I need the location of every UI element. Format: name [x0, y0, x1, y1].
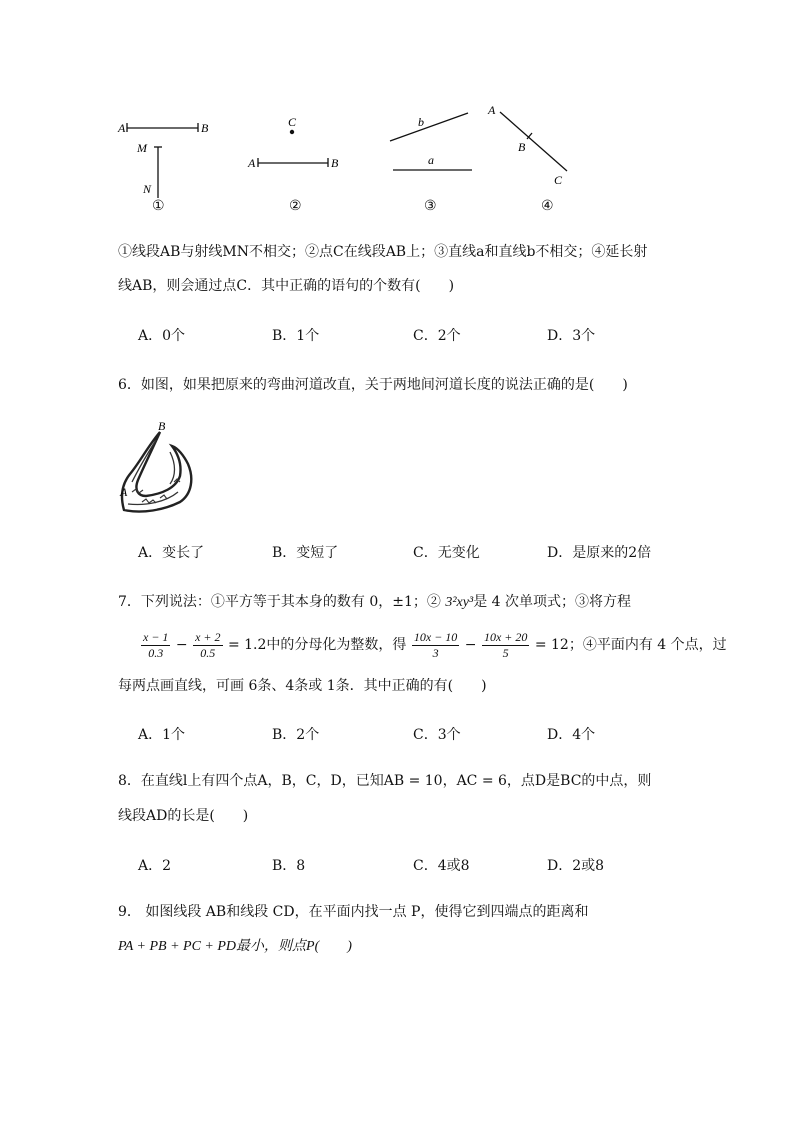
q7-line-3: 每两点画直线，可画 6条、4条或 1条．其中正确的有( )	[118, 678, 487, 694]
q7-fraction-3: $\frac{10x - 10}{3}$	[413, 629, 458, 660]
fig3-caption: ③	[424, 198, 437, 214]
q6-stem: 6．如图，如果把原来的弯曲河道改直，关于两地间河道长度的说法正确的是( )	[118, 377, 628, 393]
q7-tail-text: ；④平面内有 4 个点，过	[568, 637, 727, 653]
fig1-label-n: N	[143, 182, 152, 196]
q8-option-d[interactable]: D．2或8	[547, 858, 605, 874]
figure-1	[110, 110, 220, 200]
q5-line-2: 线AB，则会通过点C．其中正确的语句的个数有( )	[118, 278, 455, 294]
q8-line-2: 线段AD的长是( )	[118, 808, 249, 824]
q7-fraction-4: $\frac{10x + 20}{5}$	[483, 629, 528, 660]
fig4-label-c: C	[554, 173, 563, 187]
figure-4	[480, 96, 580, 191]
q7-line-1	[118, 592, 631, 613]
river-label-a: A	[120, 485, 128, 499]
q9-line-2: PA + PB + PC + PD最小，则点P( )	[118, 939, 352, 954]
fig1-caption: ①	[152, 198, 165, 214]
q7-fraction-1: $\frac{x - 1}{0.3}$	[143, 629, 169, 660]
q7-line-1-c: 是 4 次单项式；③将方程	[473, 594, 631, 610]
q7-line-1-b: ；②	[412, 594, 446, 610]
q7-plus-minus-one: ±1	[392, 594, 413, 610]
q6-option-c[interactable]: C．无变化	[413, 545, 480, 561]
q9-line-1: 9． 如图线段 AB和线段 CD，在平面内找一点 P，使得它到四端点的距离和	[118, 904, 589, 920]
q5-option-d[interactable]: D．3个	[547, 328, 596, 344]
q7-option-c[interactable]: C．3个	[413, 727, 461, 743]
figure-3	[380, 100, 480, 180]
q7-option-d[interactable]: D．4个	[547, 727, 596, 743]
q6-option-d[interactable]: D．是原来的2倍	[547, 545, 652, 561]
fig4-label-b: B	[518, 140, 526, 154]
q7-line-1-a: 7．下列说法：①平方等于其本身的数有 0，	[118, 594, 393, 610]
fig4-label-a: A	[488, 103, 496, 117]
q6-option-a[interactable]: A．变长了	[138, 545, 205, 561]
q7-equals-1: = 1.2	[227, 637, 267, 653]
q7-equals-2: = 12	[534, 637, 569, 653]
q6-option-b[interactable]: B．变短了	[272, 545, 339, 561]
fig3-label-b: b	[418, 115, 424, 129]
q5-option-c[interactable]: C．2个	[413, 328, 461, 344]
q8-option-c[interactable]: C．4或8	[413, 858, 470, 874]
q7-monomial: 3²xy³	[445, 595, 474, 610]
q7-line-2	[140, 626, 727, 664]
river-label-b: B	[158, 419, 166, 433]
fig4-caption: ④	[541, 198, 554, 214]
q7-minus-2: −	[464, 637, 477, 653]
fig1-label-b: B	[201, 121, 209, 135]
fig2-label-b: B	[331, 156, 339, 170]
figure-2	[240, 110, 350, 180]
fig2-label-a: A	[248, 156, 256, 170]
q8-line-1: 8．在直线l上有四个点A，B，C，D，已知AB = 10，AC = 6，点D是BC的中点，则	[118, 773, 652, 789]
q7-middle-text: 中的分母化为整数，得	[266, 637, 407, 653]
q5-line-1: ①线段AB与射线MN不相交；②点C在线段AB上；③直线a和直线b不相交；④延长射	[118, 244, 648, 260]
q7-minus: −	[175, 637, 188, 653]
q5-option-b[interactable]: B．1个	[272, 328, 320, 344]
q5-option-a[interactable]: A．0个	[138, 328, 186, 344]
fig2-label-c: C	[288, 115, 297, 129]
q7-option-b[interactable]: B．2个	[272, 727, 320, 743]
q8-option-a[interactable]: A．2	[138, 858, 172, 874]
fig1-label-a: A	[118, 121, 126, 135]
fig2-caption: ②	[289, 198, 302, 214]
fig3-label-a: a	[428, 153, 434, 167]
river-figure	[112, 418, 202, 520]
q7-fraction-2: $\frac{x + 2}{0.5}$	[195, 629, 221, 660]
q7-option-a[interactable]: A．1个	[138, 727, 186, 743]
fig1-label-m: M	[137, 141, 147, 155]
q8-option-b[interactable]: B．8	[272, 858, 306, 874]
